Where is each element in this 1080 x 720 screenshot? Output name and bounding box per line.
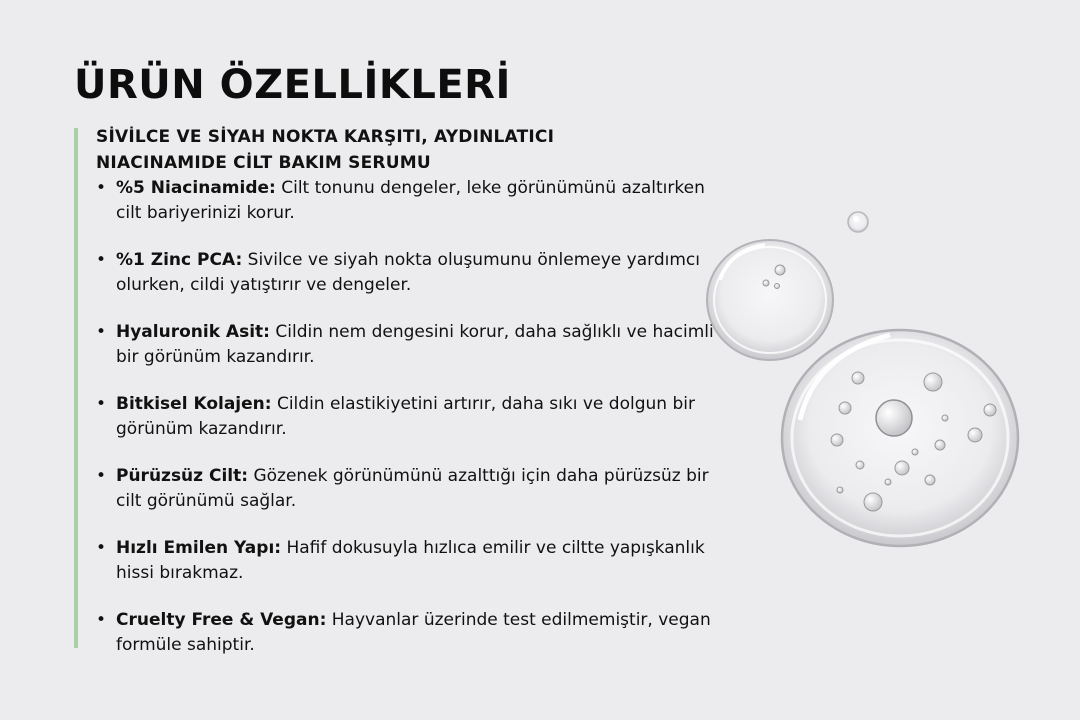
- page-title: ÜRÜN ÖZELLİKLERİ: [74, 62, 511, 108]
- feature-item: [96, 392, 716, 442]
- medium-drop: [707, 240, 833, 360]
- bullet-icon: •: [96, 466, 107, 486]
- feature-name: Bitkisel Kolajen:: [116, 394, 272, 414]
- feature-name: Pürüzsüz Cilt:: [116, 466, 249, 486]
- feature-list: [96, 176, 716, 658]
- bullet-icon: •: [96, 250, 107, 270]
- feature-description: Cildin nem dengesini korur, daha sağlıklı ve hacimli bir görünüm kazandırır.: [116, 322, 714, 367]
- feature-item: [96, 536, 716, 586]
- subtitle-line-1: SİVİLCE VE SİYAH NOKTA KARŞITI, AYDINLATICI: [96, 127, 555, 147]
- feature-item: [96, 176, 716, 226]
- bullet-icon: •: [96, 322, 107, 342]
- feature-description: Hafif dokusuyla hızlıca emilir ve ciltte yapışkanlık hissi bırakmaz.: [116, 538, 705, 583]
- serum-drops-illustration: [690, 190, 1050, 570]
- bullet-icon: •: [96, 610, 107, 630]
- bullet-icon: •: [96, 178, 107, 198]
- subtitle-line-2: NIACINAMIDE CİLT BAKIM SERUMU: [96, 153, 431, 173]
- feature-item: [96, 248, 716, 298]
- bullet-icon: •: [96, 394, 107, 414]
- product-subtitle: [96, 124, 716, 176]
- feature-description: Gözenek görünümünü azalttığı için daha pürüzsüz bir cilt görünümü sağlar.: [116, 466, 709, 511]
- accent-bar: [74, 128, 78, 648]
- feature-description: Cildin elastikiyetini artırır, daha sıkı ve dolgun bir görünüm kazandırır.: [116, 394, 695, 439]
- feature-item: [96, 608, 716, 658]
- tiny-drop: [848, 212, 868, 232]
- large-drop: [782, 330, 1018, 546]
- feature-name: %5 Niacinamide:: [116, 178, 276, 198]
- feature-name: Cruelty Free & Vegan:: [116, 610, 327, 630]
- bullet-icon: •: [96, 538, 107, 558]
- feature-item: [96, 320, 716, 370]
- feature-description: Cilt tonunu dengeler, leke görünümünü azaltırken cilt bariyerinizi korur.: [116, 178, 705, 223]
- feature-name: %1 Zinc PCA:: [116, 250, 243, 270]
- feature-item: [96, 464, 716, 514]
- feature-name: Hyaluronik Asit:: [116, 322, 270, 342]
- feature-description: Hayvanlar üzerinde test edilmemiştir, vegan formüle sahiptir.: [116, 610, 711, 655]
- feature-section: [96, 124, 716, 680]
- feature-name: Hızlı Emilen Yapı:: [116, 538, 282, 558]
- feature-description: Sivilce ve siyah nokta oluşumunu önlemeye yardımcı olurken, cildi yatıştırır ve dengeler.: [116, 250, 700, 295]
